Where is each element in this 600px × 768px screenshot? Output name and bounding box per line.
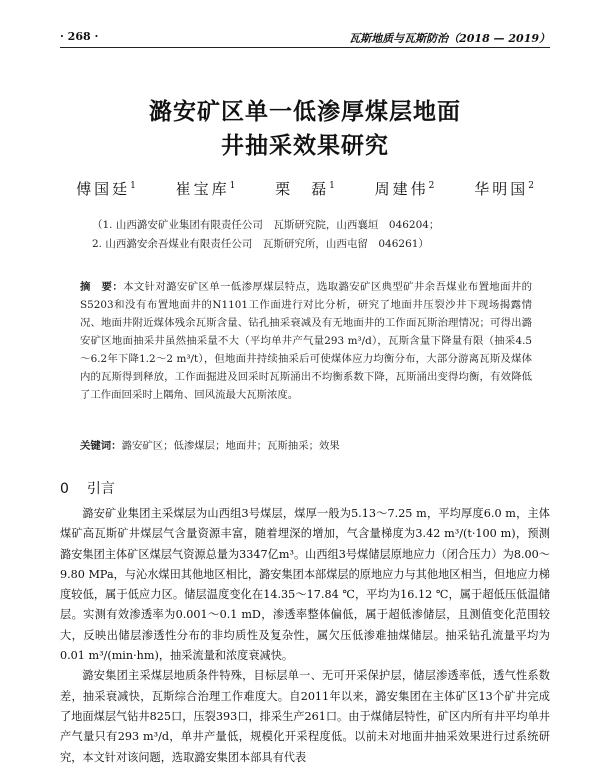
- section-title: 引言: [86, 481, 115, 497]
- abstract-text: 本文针对潞安矿区单一低渗厚煤层特点，选取潞安矿区典型矿井余吾煤业布置地面井的S5203和没有布置地面井的N1101工作面进行对比分析，研究了地面井压裂沙井下现场揭露情况、地面井附近煤体残余瓦斯含量、钻孔抽采衰减及有无地面井的工作面瓦斯治理情况；可得出潞安矿区地面抽采井虽然抽采量不大（平均单井产气量293 m³/d），瓦斯含量下降量有限（抽采4.5～6.2年下降1.2～2 m³/t），但地面井持续抽采后可使煤体应力均衡分布，大部分游离瓦斯及煤体内的瓦斯得到释放，工作面掘进及回采时瓦斯涌出不均衡系数下降，瓦斯涌出变得均衡，有效降低了工作面回采时上隅角、回风流最大瓦斯浓度。: [80, 281, 533, 401]
- abstract-label: 摘 要：: [80, 281, 124, 293]
- header-rule: [60, 47, 550, 48]
- section-heading: [60, 478, 115, 498]
- paragraph: 潞安矿业集团主采煤层为山西组3号煤层，煤厚一般为5.13～7.25 m，平均厚度6.0 m，主体煤矿高瓦斯矿井煤层气含量资源丰富，随着埋深的增加，气含量梯度为3.42 m³/(t·100 m)，预测潞安集团主体矿区煤层气资源总量为3347亿m³。山西组3号煤储层原地应力（闭合压力）为8.00～9.80 MPa，与沁水煤田其他地区相比，潞安集团本部煤层的原地应力与其他地区相当，但地应力梯度较低，属于低应力区。储层温度变化在14.35～17.84 ℃，平均为16.12 ℃，属于超低压低温储层。实测有效渗透率为0.001～0.1 mD，渗透率整体偏低，属于超低渗储层，且测值变化范围较大，反映出储层渗透性分布的非均质性及复杂性，属欠压低渗难抽煤储层。抽采钻孔流量平均为0.01 m³/(min·hm)，抽采流量和浓度衰减快。: [60, 507, 550, 663]
- running-header: [60, 30, 550, 44]
- affiliation-2: 2. 山西潞安余吾煤业有限责任公司 瓦斯研究所，山西屯留 046261）: [92, 238, 429, 250]
- author-list: [60, 178, 550, 199]
- paper-title-line-1: 潞安矿区单一低渗厚煤层地面: [149, 99, 461, 125]
- paragraph: 潞安集团主采煤层地质条件特殊，目标层单一、无可开采保护层，储层渗透率低，透气性系数差，抽采衰减快，瓦斯综合治理工作难度大。自2011年以来，潞安集团在主体矿区13个矿井完成了地面煤层气钻井825口，压裂393口，排采生产261口。由于煤储层特性，矿区内所有井平均单井产气量只有293 m³/d，单井产量低，规模化开采程度低。以前未对地面井抽采效果进行过系统研究，本文针对该问题，选取潞安集团本部具有代表: [60, 669, 550, 764]
- author: 华明国$^2$: [474, 180, 534, 198]
- paper-title-line-2: 井抽采效果研究: [221, 133, 389, 159]
- body-text: [60, 504, 550, 768]
- author: 崔宝库$^1$: [175, 180, 236, 198]
- affiliation-1: （1. 山西潞安矿业集团有限责任公司 瓦斯研究院，山西襄垣 046204；: [92, 219, 440, 231]
- keywords-text: 潞安矿区；低渗煤层；地面井；瓦斯抽采；效果: [121, 440, 340, 452]
- journal-name: 瓦斯地质与瓦斯防治（2018 — 2019）: [349, 32, 550, 45]
- section-number: 0: [60, 481, 69, 497]
- author: 栗 磊$^1$: [275, 180, 335, 198]
- author: 周建伟$^2$: [374, 180, 435, 198]
- abstract: [80, 278, 532, 404]
- page-number: · 268 ·: [60, 30, 99, 43]
- keywords: [80, 437, 532, 452]
- keywords-label: 关键词：: [80, 440, 122, 452]
- author: 傅国廷$^1$: [76, 180, 136, 198]
